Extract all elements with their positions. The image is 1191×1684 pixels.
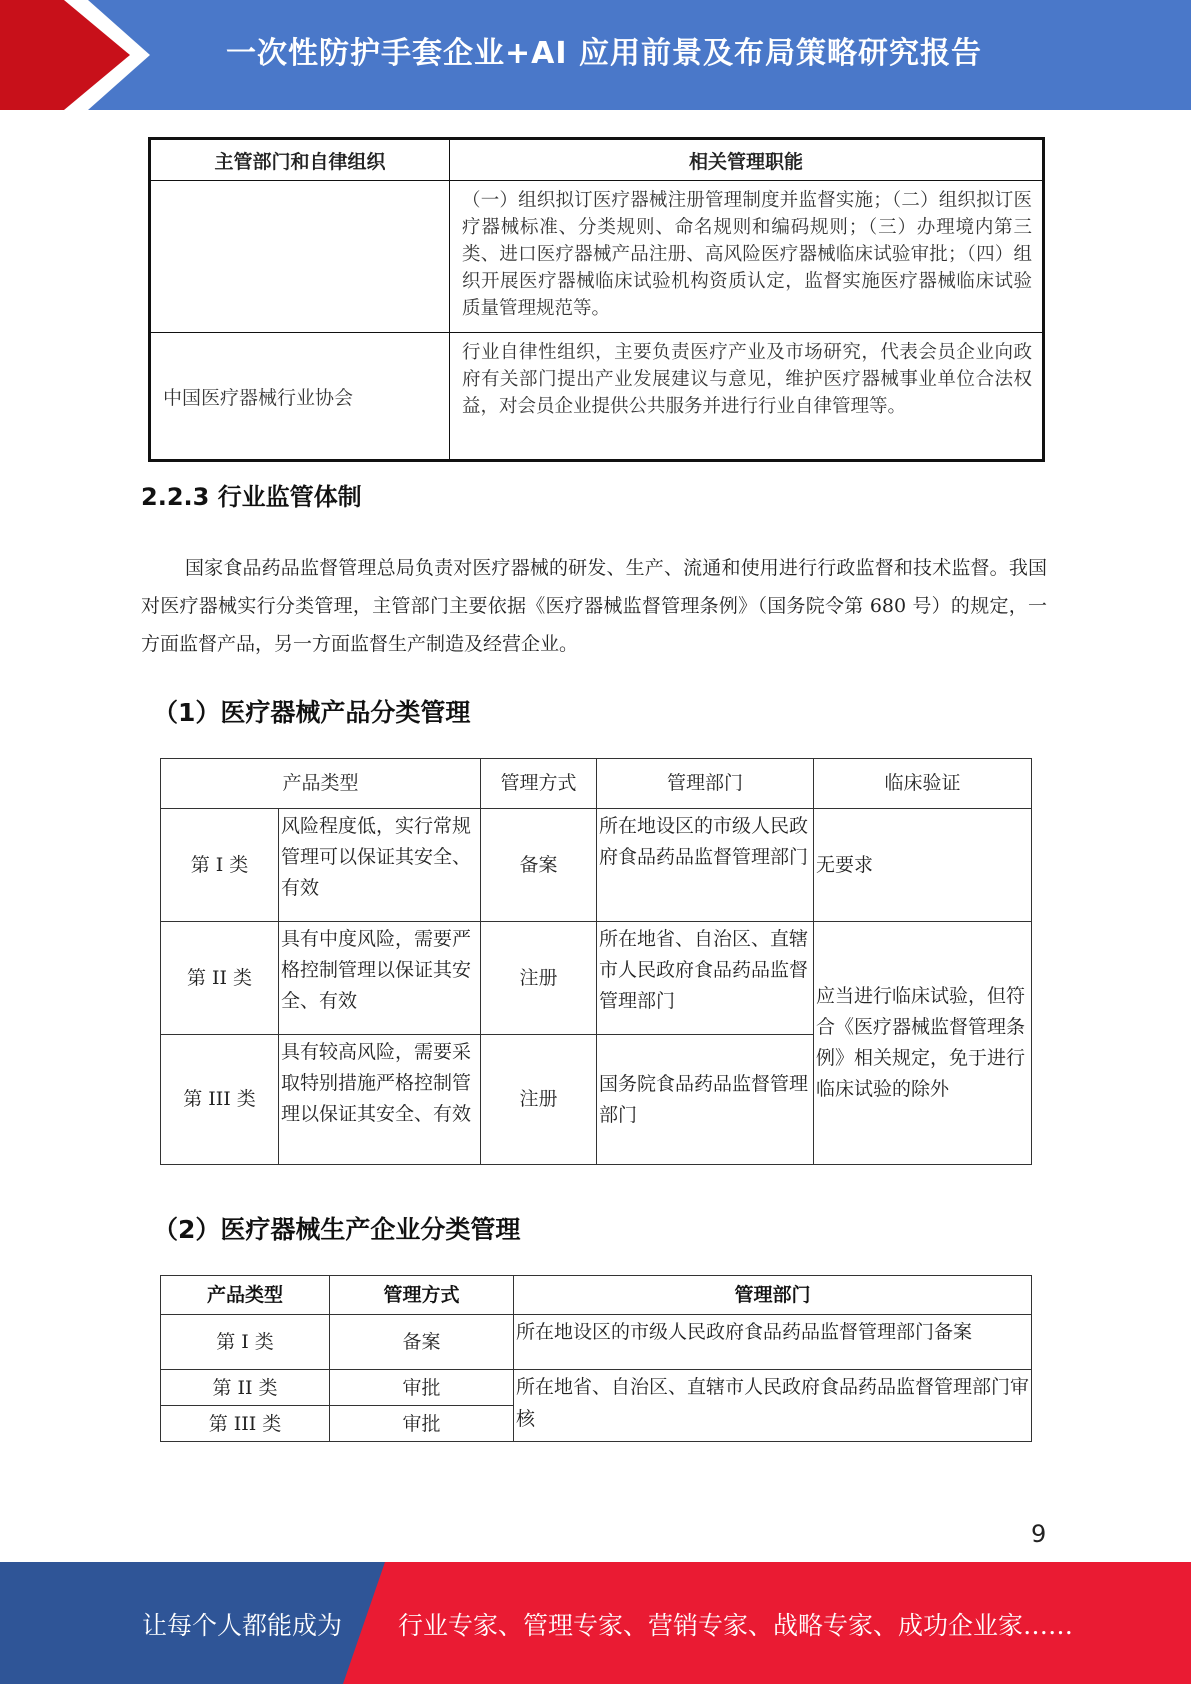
table-header-row bbox=[161, 759, 1032, 809]
column-header: 产品类型 bbox=[161, 1276, 330, 1315]
column-header: 产品类型 bbox=[161, 759, 481, 809]
regulator-table bbox=[148, 137, 1045, 462]
column-header: 相关管理职能 bbox=[450, 139, 1044, 181]
page-number: 9 bbox=[1031, 1520, 1047, 1548]
duty-cell: 行业自律性组织，主要负责医疗产业及市场研究，代表会员企业向政府有关部门提出产业发展建议与意见，维护医疗器械事业单位合法权益，对会员企业提供公共服务并进行行业自律管理等。 bbox=[450, 333, 1044, 461]
description-cell: 具有中度风险，需要严格控制管理以保证其安全、有效 bbox=[279, 922, 481, 1035]
class-cell: 第 II 类 bbox=[161, 922, 279, 1035]
table-row bbox=[150, 333, 1044, 461]
class-cell: 第 III 类 bbox=[161, 1035, 279, 1165]
method-cell: 备案 bbox=[330, 1315, 514, 1370]
table-row bbox=[161, 809, 1032, 922]
column-header: 主管部门和自律组织 bbox=[150, 139, 450, 181]
enterprise-classification-table bbox=[160, 1275, 1032, 1442]
body-paragraph: 国家食品药品监督管理总局负责对医疗器械的研发、生产、流通和使用进行行政监督和技术监督。我国对医疗器械实行分类管理，主管部门主要依据《医疗器械监督管理条例》（国务院令第 680 号）的规定，一方面监督产品，另一方面监督生产制造及经营企业。 bbox=[141, 557, 1047, 655]
table-row bbox=[161, 922, 1032, 1035]
subsection-heading: （2）医疗器械生产企业分类管理 bbox=[153, 1215, 521, 1244]
column-header: 临床验证 bbox=[814, 759, 1032, 809]
footer-slogan-right: 行业专家、管理专家、营销专家、战略专家、成功企业家…… bbox=[398, 1611, 1074, 1640]
table-row bbox=[161, 1370, 1032, 1406]
method-cell: 注册 bbox=[481, 922, 597, 1035]
method-cell: 审批 bbox=[330, 1406, 514, 1442]
class-cell: 第 I 类 bbox=[161, 1315, 330, 1370]
method-cell: 注册 bbox=[481, 1035, 597, 1165]
class-cell: 第 III 类 bbox=[161, 1406, 330, 1442]
class-cell: 第 I 类 bbox=[161, 809, 279, 922]
org-cell bbox=[150, 181, 450, 333]
column-header: 管理部门 bbox=[514, 1276, 1032, 1315]
duty-cell: （一）组织拟订医疗器械注册管理制度并监督实施；（二）组织拟订医疗器械标准、分类规则、命名规则和编码规则；（三）办理境内第三类、进口医疗器械产品注册、高风险医疗器械临床试验审批；（四）组织开展医疗器械临床试验机构资质认定，监督实施医疗器械临床试验质量管理规范等。 bbox=[450, 181, 1044, 333]
section-heading: 2.2.3 行业监管体制 bbox=[141, 483, 362, 511]
org-cell: 中国医疗器械行业协会 bbox=[150, 333, 450, 461]
header-band bbox=[0, 0, 1191, 110]
report-title: 一次性防护手套企业+AI 应用前景及布局策略研究报告 bbox=[226, 36, 982, 71]
table-header-row bbox=[161, 1276, 1032, 1315]
department-cell: 所在地设区的市级人民政府食品药品监督管理部门备案 bbox=[514, 1315, 1032, 1370]
table-header-row bbox=[150, 139, 1044, 181]
column-header: 管理方式 bbox=[481, 759, 597, 809]
department-cell: 国务院食品药品监督管理部门 bbox=[597, 1035, 814, 1165]
description-cell: 具有较高风险，需要采取特别措施严格控制管理以保证其安全、有效 bbox=[279, 1035, 481, 1165]
description-cell: 风险程度低，实行常规管理可以保证其安全、有效 bbox=[279, 809, 481, 922]
clinical-cell: 应当进行临床试验，但符合《医疗器械监督管理条例》相关规定，免于进行临床试验的除外 bbox=[814, 922, 1032, 1165]
method-cell: 备案 bbox=[481, 809, 597, 922]
department-cell: 所在地设区的市级人民政府食品药品监督管理部门 bbox=[597, 809, 814, 922]
column-header: 管理方式 bbox=[330, 1276, 514, 1315]
column-header: 管理部门 bbox=[597, 759, 814, 809]
table-row bbox=[161, 1315, 1032, 1370]
subsection-heading: （1）医疗器械产品分类管理 bbox=[153, 698, 471, 727]
class-cell: 第 II 类 bbox=[161, 1370, 330, 1406]
footer-slogan-left: 让每个人都能成为 bbox=[142, 1611, 343, 1640]
arrow-decoration-icon bbox=[0, 0, 160, 110]
department-cell: 所在地省、自治区、直辖市人民政府食品药品监督管理部门 bbox=[597, 922, 814, 1035]
clinical-cell: 无要求 bbox=[814, 809, 1032, 922]
method-cell: 审批 bbox=[330, 1370, 514, 1406]
product-classification-table bbox=[160, 758, 1032, 1165]
department-cell: 所在地省、自治区、直辖市人民政府食品药品监督管理部门审核 bbox=[514, 1370, 1032, 1442]
table-row bbox=[150, 181, 1044, 333]
